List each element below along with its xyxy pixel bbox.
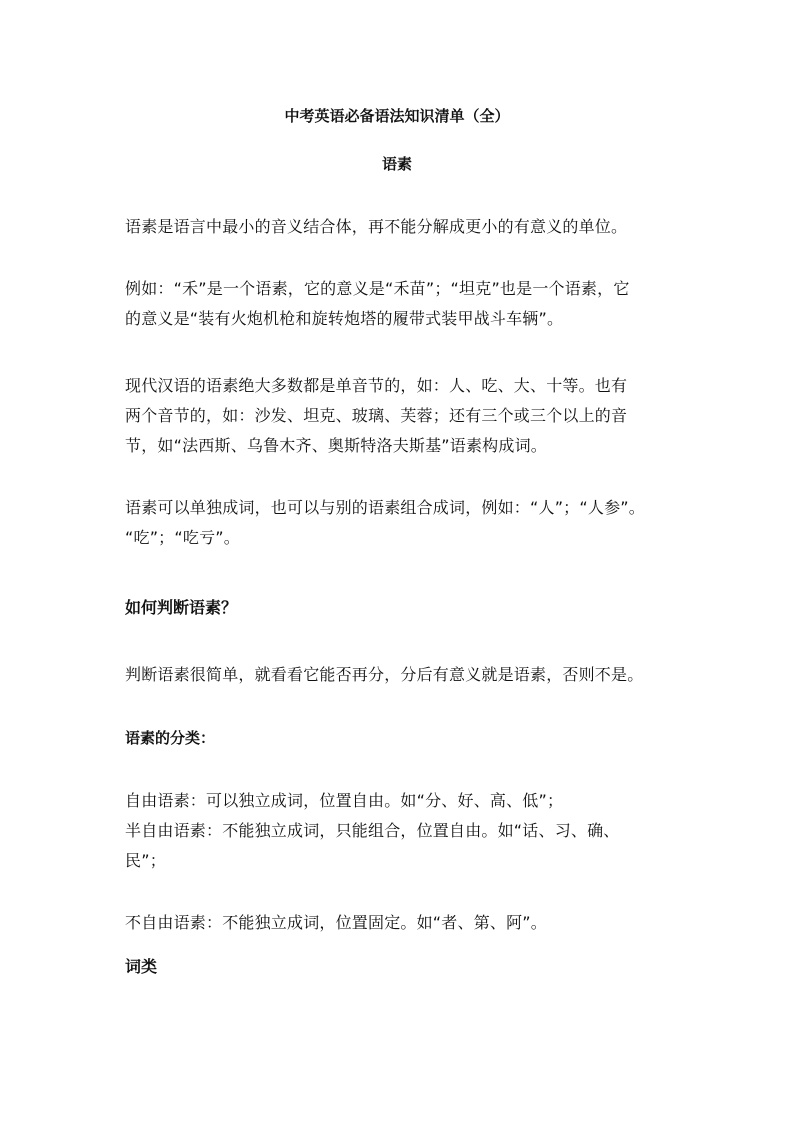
document-title: 中考英语必备语法知识清单（全）	[284, 107, 510, 125]
definition-paragraph	[125, 212, 670, 242]
semi-free-morpheme-line-2: 民”；	[125, 851, 166, 870]
syllables-line-2: 两个音节的，如：沙发、坦克、玻璃、芙蓉；还有三个或三个以上的音	[125, 406, 628, 425]
word-class-heading: 词类	[125, 957, 158, 976]
bound-morpheme-paragraph	[125, 908, 670, 938]
word-formation-line-2: “吃”；“吃亏”。	[125, 528, 240, 547]
example-paragraph	[125, 274, 670, 334]
definition-text: 语素是语言中最小的音义结合体，再不能分解成更小的有意义的单位。	[125, 217, 628, 236]
classification-list	[125, 786, 670, 876]
syllables-line-1: 现代汉语的语素绝大多数都是单音节的，如：人、吃、大、十等。也有	[125, 376, 628, 395]
section-title-morpheme: 语素	[381, 155, 412, 173]
how-to-judge-paragraph	[125, 660, 670, 690]
example-line-2: 的意义是“装有火炮机枪和旋转炮塔的履带式装甲战斗车辆”。	[125, 309, 564, 328]
syllables-line-3: 节，如“法西斯、乌鲁木齐、奥斯特洛夫斯基”语素构成词。	[125, 436, 547, 455]
how-to-judge-text: 判断语素很简单，就看看它能否再分，分后有意义就是语素，否则不是。	[125, 665, 644, 684]
word-formation-line-1: 语素可以单独成词，也可以与别的语素组合成词，例如：“人”；“人参”。	[125, 498, 645, 517]
semi-free-morpheme-line-1: 半自由语素：不能独立成词，只能组合，位置自由。如“话、习、确、	[125, 821, 620, 840]
bound-morpheme-line: 不自由语素：不能独立成词，位置固定。如“者、第、阿”。	[125, 913, 547, 932]
classification-heading: 语素的分类：	[125, 729, 216, 747]
free-morpheme-line: 自由语素：可以独立成词，位置自由。如“分、好、高、低”；	[125, 791, 564, 810]
word-formation-paragraph	[125, 493, 670, 553]
how-to-judge-heading: 如何判断语素？	[125, 598, 238, 617]
example-line-1: 例如：“禾”是一个语素，它的意义是“禾苗”；“坦克”也是一个语素，它	[125, 279, 630, 298]
syllables-paragraph	[125, 371, 670, 461]
